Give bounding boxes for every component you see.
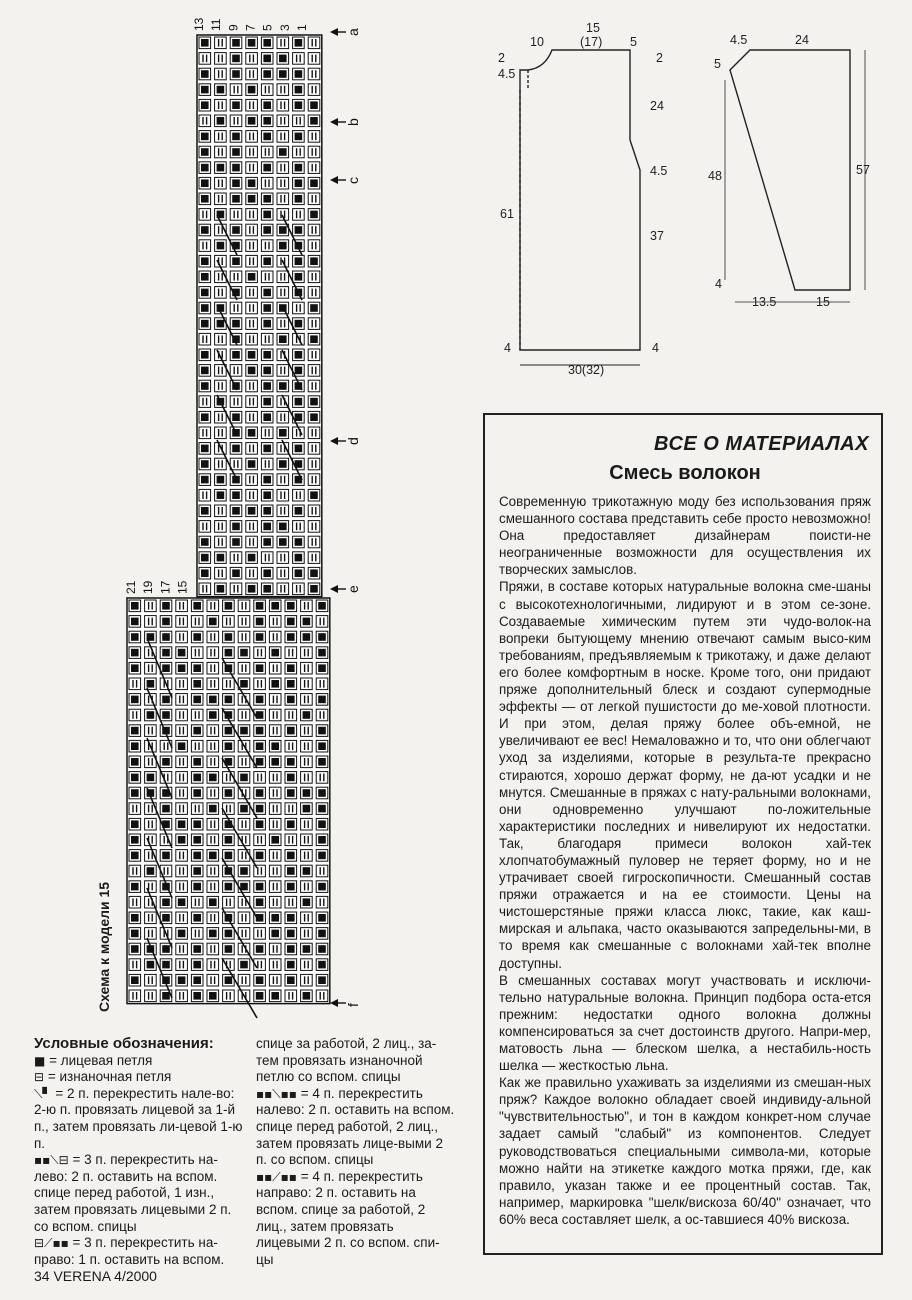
p2-label-4: 4: [715, 277, 722, 291]
p1-label-30-32: 30(32): [568, 363, 605, 377]
article-paragraph: Как же правильно ухаживать за изделиями из смешан-ных пряж? Каждое волокно обладает своей индивиду-альной "чувствительностью", и тон в каждом конкрет-ном случае задает самый "слабый" из компонентов. Следует руководствоваться специальными символа-ми, которые можно найти на этикетке каждого мотка пряжи, где, как правило, указан также и ее процентный состав. Так, например, маркировка "шелк/вискоза 60/40" означает, что 60% веса составляет шелк, а ос-тавшиеся 40% вискоза.: [499, 1075, 871, 1227]
chart-marker: c: [345, 177, 361, 184]
article-title: Смесь волокон: [609, 462, 761, 484]
page-footer: 34 VERENA 4/2000: [34, 1268, 157, 1284]
row-number: 9: [226, 24, 241, 31]
legend: [34, 1036, 246, 1268]
article-paragraph: В смешанных составах могут участвовать и исключи-тельно натуральные волокна. Принцип подбора оста-ется прежним: недостатки одного волокна должны компенсироваться за счет достоинств другого. Напри-мер, матовость льна — блеском шелка, а нестабиль-ность шелка — жесткостью льна.: [499, 972, 871, 1074]
chart-marker: a: [345, 28, 361, 36]
chart-marker: d: [345, 437, 361, 445]
legend-item-cross4-left: ▪▪⟍▪▪ = 4 п. перекрестить налево: 2 п. оставить на вспом. спице перед работой, 2 лиц., затем провязать лице-выми 2 п. со вспом. спицы: [256, 1085, 455, 1168]
chart-block: [197, 35, 322, 597]
article-box: [483, 413, 883, 1255]
p2-label-15: 15: [816, 295, 830, 309]
p1-label-24: 24: [650, 99, 664, 113]
chart-title: Схема к модели 15: [96, 881, 112, 1012]
p1-label-5: 5: [630, 35, 637, 49]
row-number: 1: [294, 24, 309, 31]
legend-item-cross2-left: ⟍▘ = 2 п. перекрестить нале-во: 2-ю п. провязать лицевой за 1-й п., затем провязать ли-цевой 1-ю п.: [34, 1085, 243, 1151]
p2-label-24: 24: [795, 33, 809, 47]
row-number: 13: [192, 17, 206, 31]
row-number: 15: [175, 580, 190, 594]
legend-item-cross3-right: ⊟⟋▪▪ = 3 п. перекрестить на-право: 1 п. оставить на вспом.: [34, 1235, 225, 1267]
p1-label-4-5a: 4.5: [498, 67, 516, 81]
chart-marker: b: [345, 118, 361, 126]
cross-4-left-icon: ▪▪⟍▪▪: [256, 1086, 297, 1101]
row-number: 7: [243, 24, 258, 31]
knit-stitch-icon: ■: [34, 1053, 46, 1068]
row-number: 21: [124, 580, 138, 594]
p1-label-15: 15: [586, 21, 600, 35]
p1-label-17: (17): [580, 35, 603, 49]
row-number: 19: [141, 580, 156, 594]
chart-marker: f: [345, 1003, 361, 1007]
p2-label-4-5: 4.5: [730, 33, 748, 47]
pattern-body: [520, 50, 640, 365]
p1-label-2b: 2: [656, 51, 663, 65]
p2-label-5: 5: [714, 57, 721, 71]
legend-col2: [256, 1036, 456, 1268]
legend-item-cross3-right-cont: спице за работой, 2 лиц., за-тем провязать изнаночной петлю со вспом. спицы: [256, 1036, 437, 1085]
row-number: 5: [260, 24, 275, 31]
legend-item-cross4-right: ▪▪⟋▪▪ = 4 п. перекрестить направо: 2 п. оставить на вспом. спице за работой, 2 лиц., затем провязать лицевыми 2 п. со вспом. спи-цы: [256, 1168, 440, 1267]
row-number: 17: [158, 580, 173, 594]
p1-label-4b: 4: [652, 341, 659, 355]
legend-item-knit: ■ = лицевая петля: [34, 1052, 153, 1068]
article-kicker: ВСЕ О МАТЕРИАЛАХ: [654, 433, 869, 455]
legend-item-cross3-left: ▪▪⟍⊟ = 3 п. перекрестить на-лево: 2 п. оставить на вспом. спице перед работой, 1 изн., затем провязать лицевыми 2 п. со вспом. спицы: [34, 1152, 232, 1234]
cross-2-left-icon: ⟍▘: [34, 1086, 52, 1101]
p1-label-4a: 4: [504, 341, 511, 355]
p2-label-13-5: 13.5: [752, 295, 777, 309]
legend-title: Условные обозначения:: [34, 1035, 214, 1052]
p2-label-57: 57: [856, 163, 870, 177]
p2-label-48: 48: [708, 169, 722, 183]
p1-label-37: 37: [650, 229, 664, 243]
article-paragraph: Пряжи, в составе которых натуральные волокна сме-шаны с высокотехнологичными, лидируют и в этом се-зоне. Создаваемые химическим путем эти чудо-волок-на вопреки бытующему мнению отвечают самым высо-ким требованиям, предъявляемым к трикотажу, и даже делают его более комфортным в носке. Кроме того, они придают пряже дополнительный блеск и создают супермодные эффекты — от легкой пушистости до ме-ховой плотности. И при этом, делая пряжу более объ-емной, не увеличивают ее вес! Немаловажно и то, что они облегчают уход за изделиями, которые в результа-те прекрасно стираются, хорошо держат форму, не да-ют усадки и не мнутся. Смешанные в пряжах с нату-ральными волокнами, они одновременно улучшают по-ложительные характеристики последних и нивелируют их недостатки. Так, благодаря примеси волокон хай-тек хлопчатобумажный пуловер не теряет форму, но и не утрачивает своей гигроскопичности. Смешанный состав пряжи отражается и на ее стоимости. Цены на чистошерстяные пряжи класса люкс, такие, как каш-мирская и альпака, часто оказываются запредельны-ми, в то время как смешанные с волокнами хай-тек вполне доступны.: [499, 579, 871, 971]
article-paragraph: Современную трикотажную моду без использования пряж смешанного состава представить себе просто невозможно! Она предоставляет дизайнерам поисти-не неограниченные возможности для осуществления их творческих замыслов.: [499, 494, 871, 578]
row-number: 3: [277, 24, 292, 31]
chart-marker: e: [345, 585, 361, 593]
row-number: 11: [209, 18, 224, 31]
p1-label-4-5b: 4.5: [650, 164, 668, 178]
cross-3-left-icon: ▪▪⟍⊟: [34, 1153, 69, 1168]
cross-3-right-icon: ⊟⟋▪▪: [34, 1236, 69, 1251]
cross-4-right-icon: ▪▪⟋▪▪: [256, 1169, 297, 1184]
legend-item-purl: ⊟ = изнаночная петля: [34, 1069, 172, 1085]
pattern-sleeve: [725, 50, 865, 302]
pattern-diagrams: [490, 10, 910, 400]
purl-stitch-icon: ⊟: [34, 1070, 45, 1085]
p1-label-2a: 2: [498, 51, 505, 65]
p1-label-61: 61: [500, 207, 514, 221]
p1-label-10: 10: [530, 35, 544, 49]
